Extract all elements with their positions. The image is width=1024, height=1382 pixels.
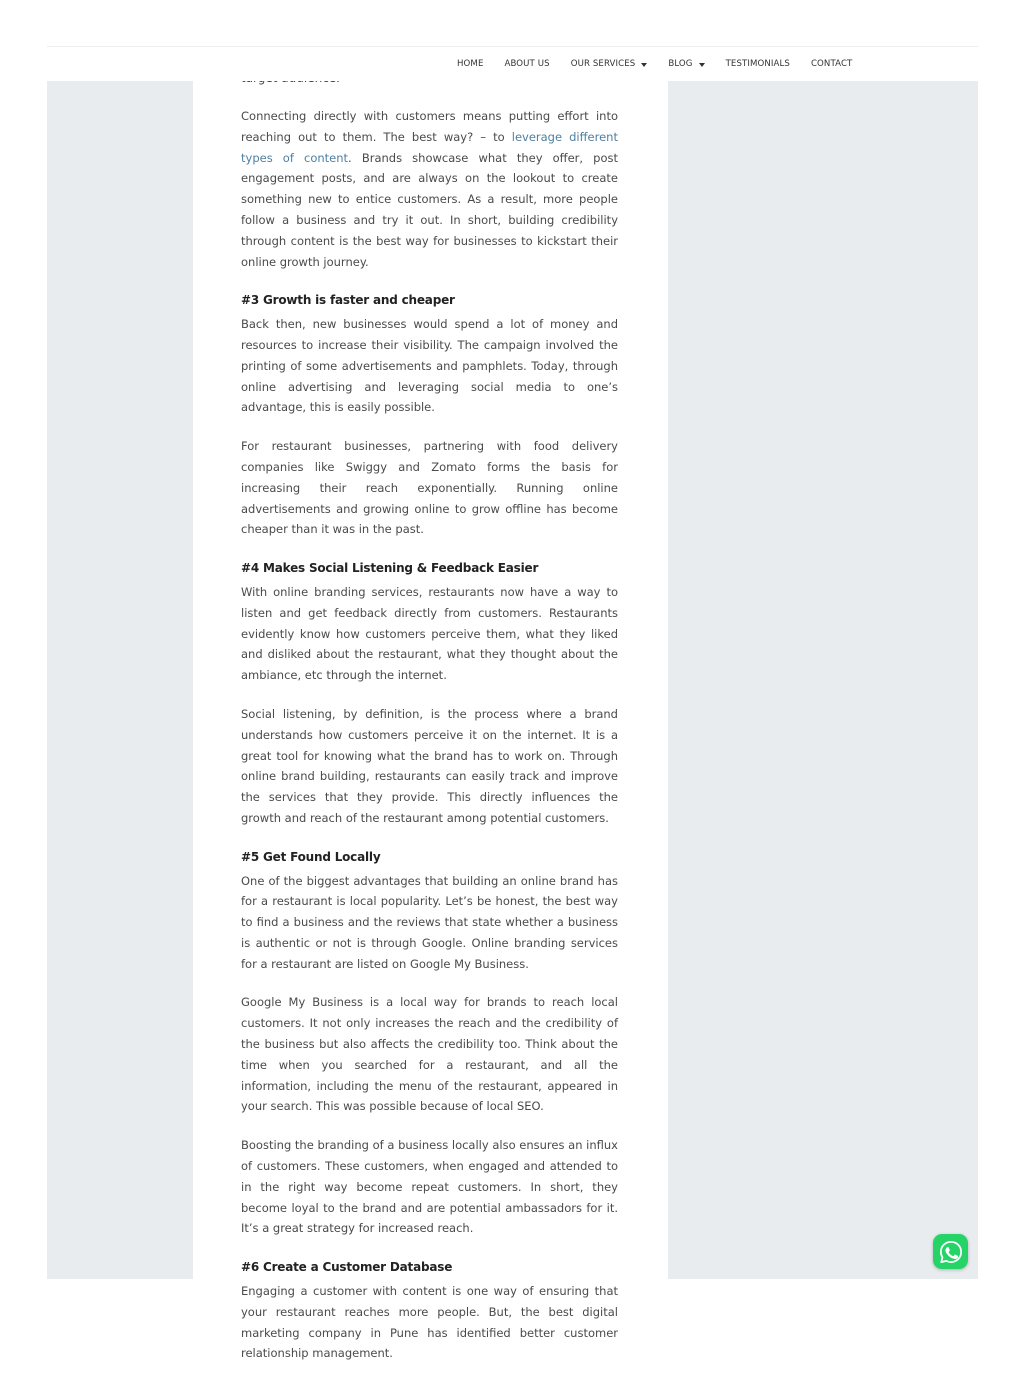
main-nav [457,47,852,81]
article-paragraph [241,106,618,272]
nav-about-us[interactable] [504,59,549,69]
article-paragraph: With online branding services, restaurants now have a way to listen and get feedback directly from customers. Restaurants evidently know how customers perceive them, what they liked and disliked about the restaurant, what they thought about the ambiance, etc through the internet. [241,584,618,683]
article-paragraph: For restaurant businesses, partnering with food delivery companies like Swiggy and Zomato forms the basis for increasing their reach exponentially. Running online advertisements and growing online to grow offline has become cheaper than it was in the past. [241,439,618,537]
chevron-down-icon [641,63,647,67]
article-paragraph: Google My Business is a local way for brands to reach local customers. It not only increases the reach and the credibility of the business but also affects the credibility too. Think about the time when you searched for a restaurant, and all the information, including the menu of the restaurant, appeared in your search. This was possible because of local SEO. [241,995,618,1114]
article-paragraph: Boosting the branding of a business locally also ensures an influx of customers. These customers, when engaged and attended to in the right way become repeat customers. In short, they become loyal to the brand and are potential ambassadors for it. It’s a great strategy for increased reach. [241,1138,618,1236]
nav-home-label: HOME [457,59,484,69]
nav-about-us-label: ABOUT US [504,59,550,69]
nav-testimonials[interactable] [726,59,790,69]
content-types-link[interactable]: leverage different types of content [241,129,618,165]
paragraph-text: . Brands showcase what they offer, post engagement posts, and are always on the lookout to create something new to entice customers. As a result, more people follow a business and try it out. In short, building credibility through content is the best way for businesses to kickstart their online growth journey. [241,150,618,269]
section-heading-found-locally: #5 Get Found Locally [241,849,381,864]
nav-contact[interactable] [811,59,852,69]
section-heading-customer-database: #6 Create a Customer Database [241,1260,453,1275]
whatsapp-button[interactable] [933,1234,968,1269]
article-paragraph: Back then, new businesses would spend a lot of money and resources to increase their visibility. The campaign involved the printing of some advertisements and pamphlets. Today, through online advertising and leveraging social media to one’s advantage, this is easily possible. [241,317,618,415]
article-paragraph: One of the biggest advantages that building an online brand has for a restaurant is local popularity. Let’s be honest, the best way to find a business and the reviews that state whether a business is authentic or not is through Google. Online branding services for a restaurant are listed on Google My Business. [241,873,618,971]
whatsapp-icon [938,1239,964,1265]
nav-home[interactable] [457,59,483,69]
nav-testimonials-label: TESTIMONIALS [725,59,790,69]
nav-our-services[interactable] [571,59,648,69]
paragraph-text: Connecting directly with customers means putting effort into reaching out to them. The best way? – to [241,109,618,144]
chevron-down-icon [699,63,705,67]
section-heading-growth: #3 Growth is faster and cheaper [241,293,455,308]
nav-blog[interactable] [668,59,704,69]
nav-contact-label: CONTACT [810,59,853,69]
site-header [47,46,978,81]
nav-blog-label: BLOG [668,59,693,69]
section-heading-social-listening: #4 Makes Social Listening & Feedback Easier [241,561,539,576]
article-paragraph: Social listening, by definition, is the process where a brand understands how customers perceive it on the internet. It is a great tool for knowing what the brand has to work on. Through online brand building, restaurants can easily track and improve the services that they provide. This directly influences the growth and reach of the restaurant among potential customers. [241,706,618,825]
nav-our-services-label: OUR SERVICES [570,59,636,69]
blog-article [241,106,618,1382]
article-paragraph: Engaging a customer with content is one way of ensuring that your restaurant reaches more people. But, the best digital marketing company in Pune has identified better customer relationship management. [241,1284,618,1361]
